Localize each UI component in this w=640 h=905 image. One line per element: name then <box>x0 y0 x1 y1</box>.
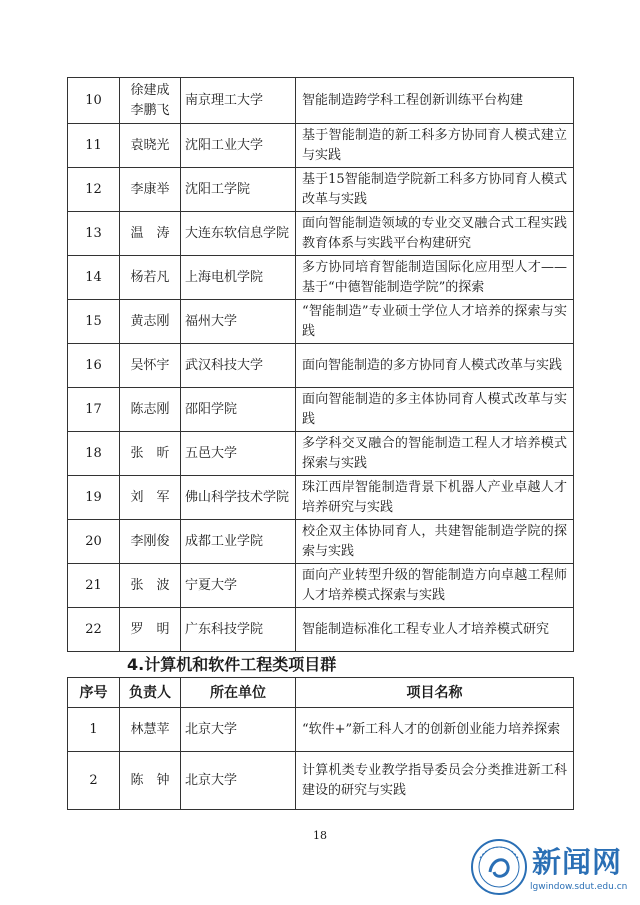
projects-table-2 <box>67 677 574 810</box>
table-row <box>68 476 574 520</box>
row-number: 19 <box>68 476 120 520</box>
institution: 宁夏大学 <box>181 564 296 608</box>
responsible-person: 张 昕 <box>120 432 181 476</box>
institution: 佛山科学技术学院 <box>181 476 296 520</box>
project-name: 校企双主体协同育人，共建智能制造学院的探索与实践 <box>296 520 574 564</box>
table-row <box>68 564 574 608</box>
project-name: 珠江西岸智能制造背景下机器人产业卓越人才培养研究与实践 <box>296 476 574 520</box>
row-number: 2 <box>68 752 120 810</box>
table-row <box>68 124 574 168</box>
table-row <box>68 608 574 652</box>
institution: 北京大学 <box>181 708 296 752</box>
project-name: 面向产业转型升级的智能制造方向卓越工程师人才培养模式探索与实践 <box>296 564 574 608</box>
institution: 成都工业学院 <box>181 520 296 564</box>
project-name: 面向智能制造的多主体协同育人模式改革与实践 <box>296 388 574 432</box>
table-row <box>68 708 574 752</box>
institution: 邵阳学院 <box>181 388 296 432</box>
responsible-person: 林慧苹 <box>120 708 181 752</box>
table-row <box>68 212 574 256</box>
row-number: 18 <box>68 432 120 476</box>
table-row <box>68 256 574 300</box>
row-number: 1 <box>68 708 120 752</box>
responsible-person: 袁晓光 <box>120 124 181 168</box>
responsible-person: 陈 钟 <box>120 752 181 810</box>
institution: 上海电机学院 <box>181 256 296 300</box>
header-no: 序号 <box>68 678 120 708</box>
institution: 大连东软信息学院 <box>181 212 296 256</box>
institution: 广东科技学院 <box>181 608 296 652</box>
row-number: 16 <box>68 344 120 388</box>
institution: 五邑大学 <box>181 432 296 476</box>
projects-table-1 <box>67 77 574 652</box>
row-number: 13 <box>68 212 120 256</box>
row-number: 12 <box>68 168 120 212</box>
row-number: 22 <box>68 608 120 652</box>
responsible-person: 杨若凡 <box>120 256 181 300</box>
project-name: 基于智能制造的新工科多方协同育人模式建立与实践 <box>296 124 574 168</box>
row-number: 15 <box>68 300 120 344</box>
table-row <box>68 78 574 124</box>
project-name: 基于15智能制造学院新工科多方协同育人模式改革与实践 <box>296 168 574 212</box>
table-row <box>68 168 574 212</box>
row-number: 10 <box>68 78 120 124</box>
projects-table-2-body <box>68 708 574 810</box>
institution: 北京大学 <box>181 752 296 810</box>
table-row <box>68 300 574 344</box>
row-number: 20 <box>68 520 120 564</box>
institution: 南京理工大学 <box>181 78 296 124</box>
table-row <box>68 388 574 432</box>
institution: 沈阳工学院 <box>181 168 296 212</box>
responsible-person: 徐建成 李鹏飞 <box>120 78 181 124</box>
responsible-person: 张 波 <box>120 564 181 608</box>
project-name: 多学科交叉融合的智能制造工程人才培养模式探索与实践 <box>296 432 574 476</box>
institution: 沈阳工业大学 <box>181 124 296 168</box>
project-name: 智能制造标准化工程专业人才培养模式研究 <box>296 608 574 652</box>
project-name: 面向智能制造领域的专业交叉融合式工程实践教育体系与实践平台构建研究 <box>296 212 574 256</box>
project-name: 智能制造跨学科工程创新训练平台构建 <box>296 78 574 124</box>
page-number: 18 <box>313 829 327 842</box>
row-number: 21 <box>68 564 120 608</box>
watermark-url: lgwindow.sdut.edu.cn <box>530 882 628 892</box>
project-name: “智能制造”专业硕士学位人才培养的探索与实践 <box>296 300 574 344</box>
table-row <box>68 520 574 564</box>
responsible-person: 刘 军 <box>120 476 181 520</box>
project-name: 多方协同培育智能制造国际化应用型人才—— 基于“中德智能制造学院”的探索 <box>296 256 574 300</box>
table-row <box>68 344 574 388</box>
row-number: 17 <box>68 388 120 432</box>
responsible-person: 陈志刚 <box>120 388 181 432</box>
table-row <box>68 752 574 810</box>
responsible-person: 李刚俊 <box>120 520 181 564</box>
table-header-row <box>68 678 574 708</box>
institution: 福州大学 <box>181 300 296 344</box>
row-number: 11 <box>68 124 120 168</box>
news-watermark <box>470 838 635 900</box>
watermark-title: 新闻网 <box>532 845 623 879</box>
institution: 武汉科技大学 <box>181 344 296 388</box>
university-seal-icon <box>470 838 528 896</box>
responsible-person: 罗 明 <box>120 608 181 652</box>
header-org: 所在单位 <box>181 678 296 708</box>
responsible-person: 温 涛 <box>120 212 181 256</box>
responsible-person: 吴怀宇 <box>120 344 181 388</box>
section-title: 4.计算机和软件工程类项目群 <box>127 655 337 674</box>
project-name: “软件+”新工科人才的创新创业能力培养探索 <box>296 708 574 752</box>
responsible-person: 李康举 <box>120 168 181 212</box>
project-name: 计算机类专业教学指导委员会分类推进新工科建设的研究与实践 <box>296 752 574 810</box>
header-project: 项目名称 <box>296 678 574 708</box>
project-name: 面向智能制造的多方协同育人模式改革与实践 <box>296 344 574 388</box>
header-person: 负责人 <box>120 678 181 708</box>
table-row <box>68 432 574 476</box>
projects-table-1-body <box>68 78 574 652</box>
row-number: 14 <box>68 256 120 300</box>
responsible-person: 黄志刚 <box>120 300 181 344</box>
